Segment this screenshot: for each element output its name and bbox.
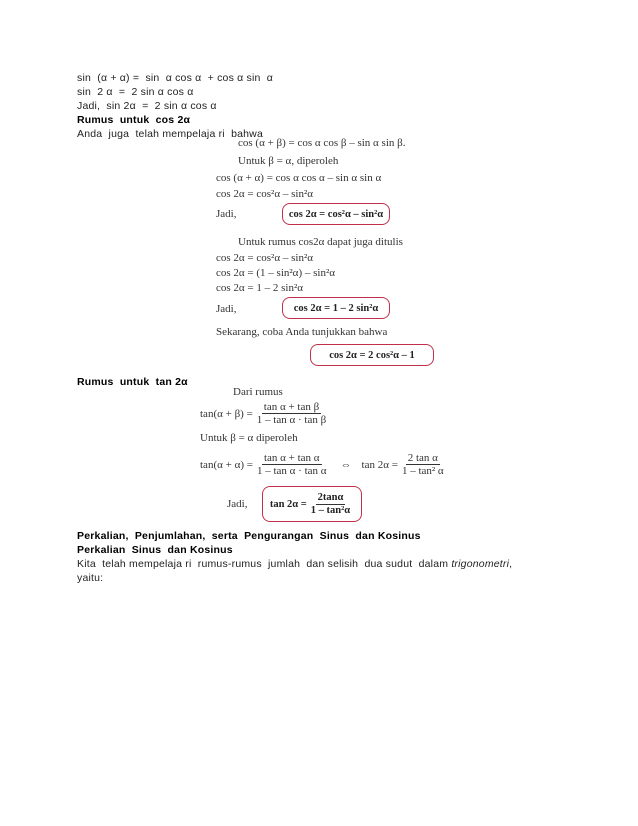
trigonometri-term: trigonometri xyxy=(451,558,510,570)
paragraph-line-1 xyxy=(77,558,512,571)
intro-line-1: sin (α + α) = sin α cos α + cos α sin α xyxy=(77,72,274,84)
tan-sum-fraction xyxy=(255,401,328,426)
cos-result-box-3: cos 2α = 2 cos²α – 1 xyxy=(310,344,434,366)
tan-double-fraction xyxy=(255,452,329,477)
tan-double-lhs: tan(α + α) = xyxy=(200,458,253,471)
cos-jadi-2: Jadi, xyxy=(216,303,237,315)
cos-formula-1: cos (α + β) = cos α cos β – sin α sin β. xyxy=(238,137,406,149)
paragraph-text-a: Kita telah mempelaja ri rumus-rumus jumlah dan selisih dua sudut dalam xyxy=(77,558,452,570)
subheading-product-sin-cos: Perkalian Sinus dan Kosinus xyxy=(77,544,233,556)
cos-intro: Anda juga telah mempelaja ri bahwa xyxy=(77,128,264,140)
paragraph-line-2: yaitu: xyxy=(77,572,104,584)
tan-jadi: Jadi, xyxy=(227,498,248,510)
cos-result-box-1: cos 2α = cos²α – sin²α xyxy=(282,203,390,225)
tan-2a-numerator: 2 tan α xyxy=(407,452,438,464)
section-heading-products: Perkalian, Penjumlahan, serta Pengurangan Sinus dan Kosinus xyxy=(77,530,421,542)
tan-untuk: Untuk β = α diperoleh xyxy=(200,432,298,444)
cos-jadi-1: Jadi, xyxy=(216,208,237,220)
cos-heading: Rumus untuk cos 2α xyxy=(77,114,191,126)
equivalence-arrow: ⇔ xyxy=(340,458,352,471)
tan-box-denominator: 1 – tan²α xyxy=(310,504,351,516)
tan-dari-rumus: Dari rumus xyxy=(233,386,283,398)
tan-sum-lhs: tan(α + β) = xyxy=(200,407,253,420)
tan-double-denominator: 1 – tan α · tan α xyxy=(256,465,327,477)
tan-box-lhs: tan 2α = xyxy=(269,498,307,510)
tan-heading: Rumus untuk tan 2α xyxy=(77,376,188,388)
tan-2a-lhs: tan 2α = xyxy=(361,458,398,471)
tan-box-numerator: 2tanα xyxy=(317,491,344,503)
tan-box-fraction xyxy=(309,492,352,517)
cos-result-box-2: cos 2α = 1 – 2 sin²α xyxy=(282,297,390,319)
cos-formula-2: Untuk β = α, diperoleh xyxy=(238,155,339,167)
cos-formula-7: cos 2α = (1 – sin²α) – sin²α xyxy=(216,267,336,279)
paragraph-text-c: , xyxy=(509,558,513,570)
tan-sum-denominator: 1 – tan α · tan β xyxy=(256,414,327,426)
intro-line-2: sin 2 α = 2 sin α cos α xyxy=(77,86,194,98)
tan-result-box xyxy=(262,486,362,522)
cos-formula-8: cos 2α = 1 – 2 sin²α xyxy=(216,282,304,294)
tan-2a-fraction xyxy=(400,452,446,477)
tan-2a-denominator: 1 – tan² α xyxy=(401,465,444,477)
tan-sum-formula xyxy=(200,401,330,426)
tan-double-numerator: tan α + tan α xyxy=(263,452,320,464)
tan-double-formula xyxy=(200,452,448,477)
tan-sum-numerator: tan α + tan β xyxy=(263,401,320,413)
cos-formula-4: cos 2α = cos²α – sin²α xyxy=(216,188,314,200)
intro-line-3: Jadi, sin 2α = 2 sin α cos α xyxy=(77,100,217,112)
cos-formula-9: Sekarang, coba Anda tunjukkan bahwa xyxy=(216,326,388,338)
cos-formula-6: cos 2α = cos²α – sin²α xyxy=(216,252,314,264)
cos-formula-5: Untuk rumus cos2α dapat juga ditulis xyxy=(238,236,403,248)
cos-formula-3: cos (α + α) = cos α cos α – sin α sin α xyxy=(216,172,382,184)
